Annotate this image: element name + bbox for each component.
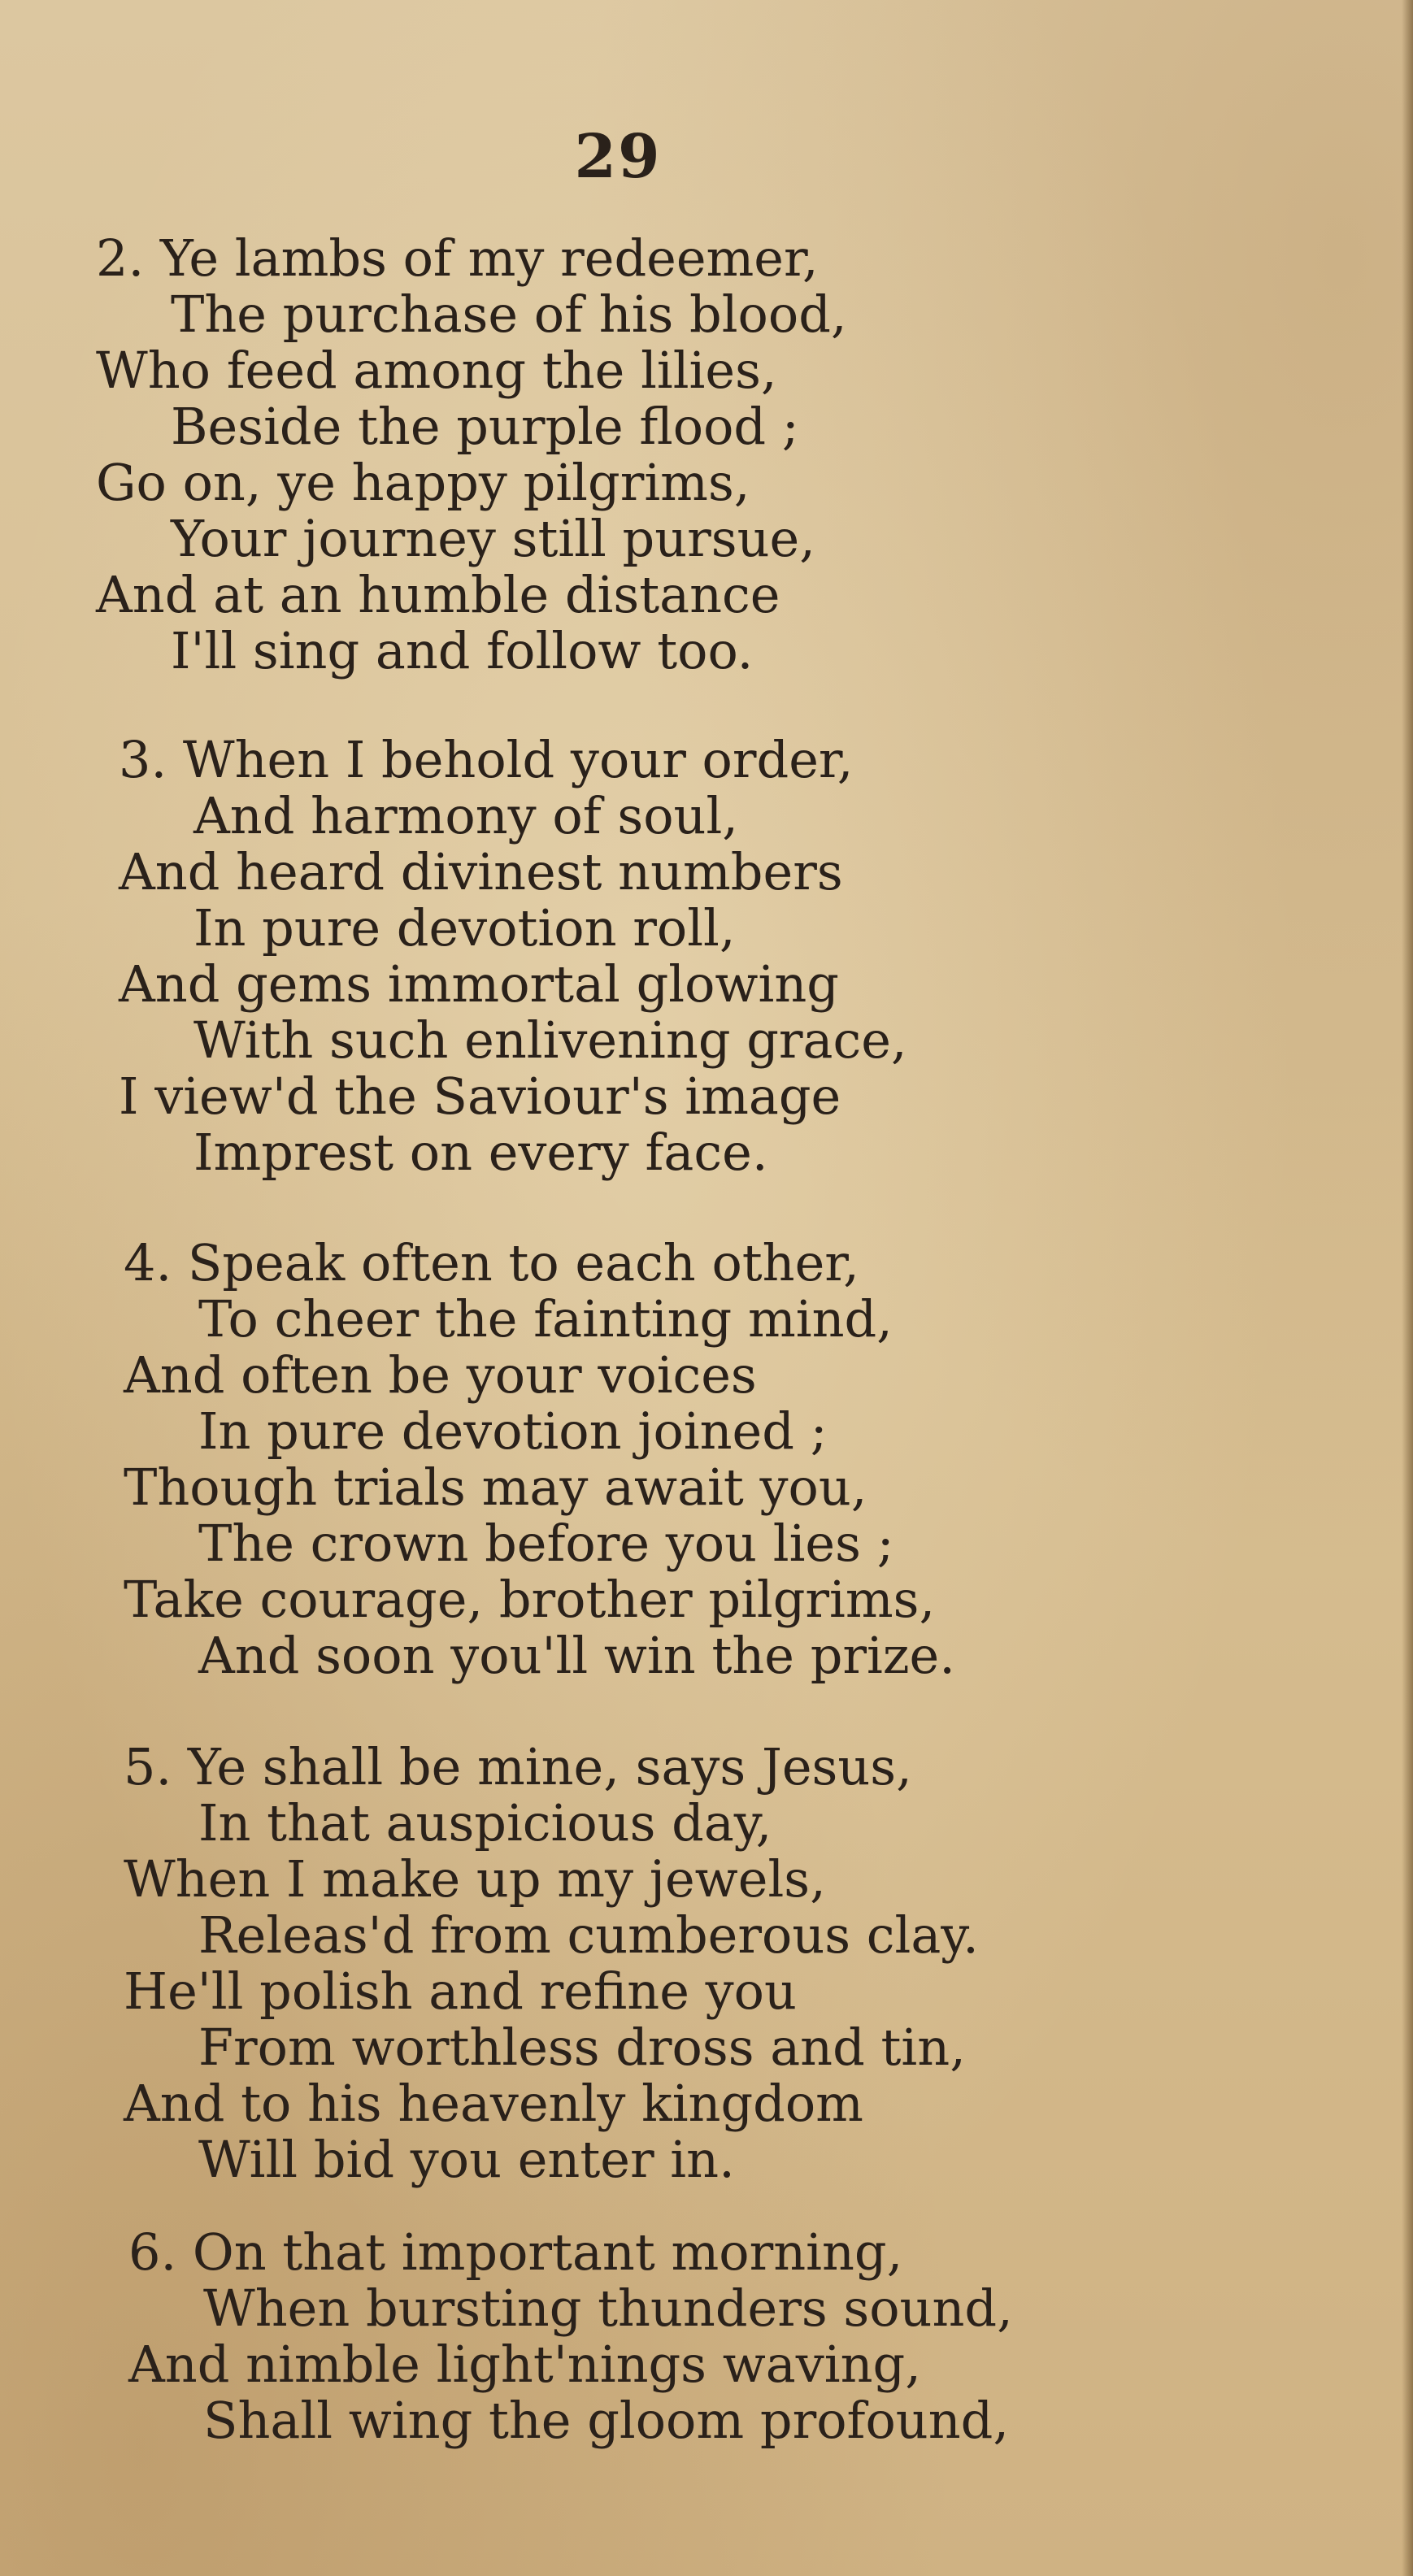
stanza-5 [124, 1739, 1180, 2187]
verse-line: In pure devotion joined ; [198, 1401, 828, 1461]
verse-line: When bursting thunders sound, [203, 2278, 1013, 2338]
stanza-4 [124, 1235, 1180, 1683]
verse-line: Take courage, brother pilgrims, [124, 1570, 936, 1629]
verse-line: 3. When I behold your order, [119, 730, 854, 789]
verse-line: Shall wing the gloom profound, [203, 2391, 1010, 2450]
verse-line: Go on, ye happy pilgrims, [96, 453, 750, 512]
stanza-3 [119, 732, 1176, 1180]
verse-line: Your journey still pursue, [171, 509, 815, 568]
verse-line: And gems immortal glowing [119, 954, 839, 1014]
verse-line: 4. Speak often to each other, [124, 1233, 859, 1292]
verse-line: Who feed among the lilies, [96, 341, 777, 400]
verse-line: And often be your voices [124, 1345, 757, 1405]
verse-line: And to his heavenly kingdom [124, 2074, 863, 2133]
stanza-6 [128, 2224, 1185, 2448]
verse-line: He'll polish and refine you [124, 1961, 797, 2021]
verse-line: And harmony of soul, [193, 786, 739, 845]
page-number: 29 [574, 122, 662, 192]
verse-line: And nimble light'nings waving, [128, 2335, 921, 2394]
page-edge-shadow [1402, 0, 1413, 2576]
verse-line: And soon you'll win the prize. [198, 1626, 955, 1685]
verse-line: And at an humble distance [96, 565, 780, 624]
verse-line: In that auspicious day, [198, 1793, 772, 1853]
verse-line: 5. Ye shall be mine, says Jesus, [124, 1737, 912, 1796]
verse-line: From worthless dross and tin, [198, 2018, 966, 2077]
verse-line: The crown before you lies ; [198, 1514, 894, 1573]
verse-line: To cheer the fainting mind, [198, 1289, 893, 1349]
stanza-2 [96, 230, 1153, 679]
verse-line: Beside the purple flood ; [171, 397, 799, 456]
verse-line: 2. Ye lambs of my redeemer, [96, 228, 819, 288]
verse-line: When I make up my jewels, [124, 1849, 826, 1909]
verse-line: Though trials may await you, [124, 1457, 867, 1517]
verse-line: I'll sing and follow too. [171, 621, 754, 680]
verse-line: In pure devotion roll, [193, 898, 736, 958]
verse-line: Releas'd from cumberous clay. [198, 1905, 979, 1965]
verse-line: Imprest on every face. [193, 1123, 768, 1182]
verse-line: Will bid you enter in. [198, 2130, 735, 2189]
verse-line: 6. On that important morning, [128, 2222, 903, 2282]
verse-line: With such enlivening grace, [193, 1010, 907, 1070]
verse-line: The purchase of his blood, [171, 285, 847, 344]
verse-line: I view'd the Saviour's image [119, 1066, 841, 1126]
verse-line: And heard divinest numbers [119, 842, 843, 901]
